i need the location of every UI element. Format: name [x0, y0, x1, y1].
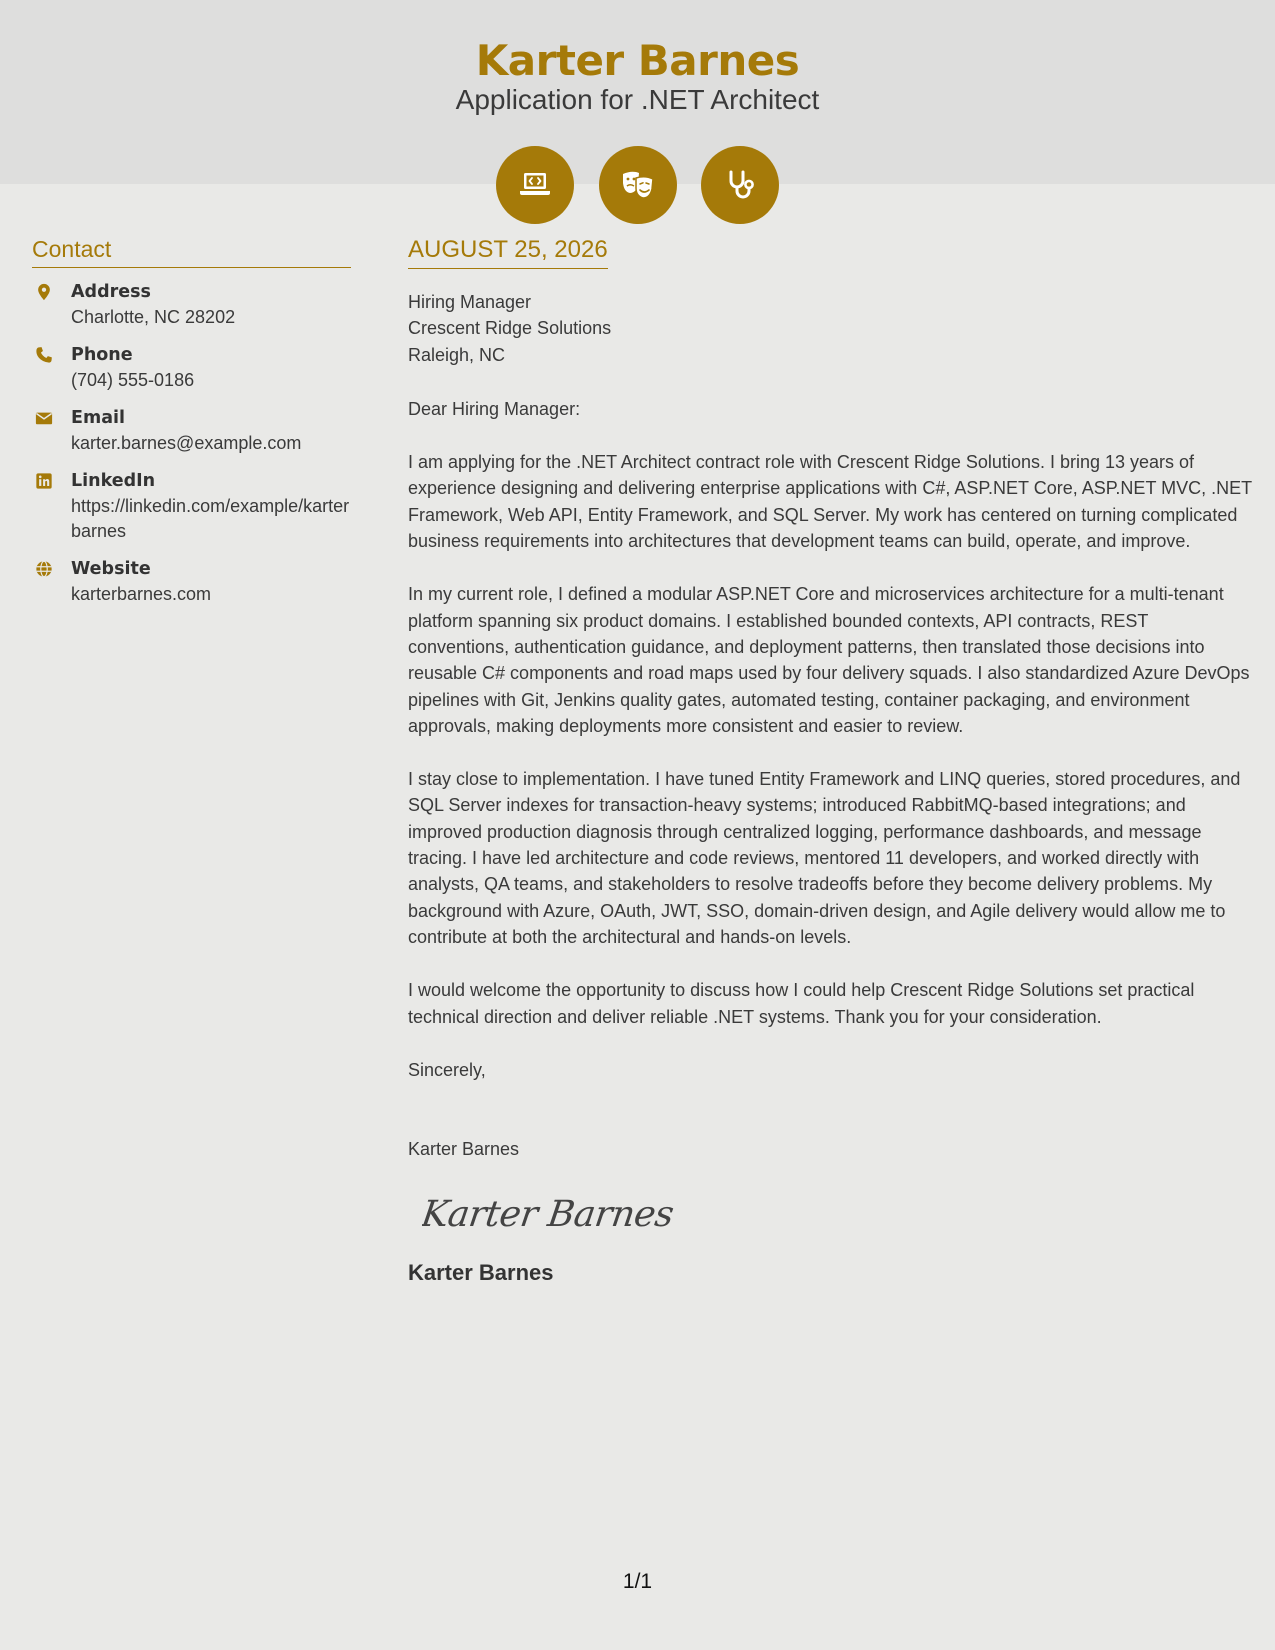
contact-label: Address	[71, 282, 151, 302]
contact-email	[32, 406, 351, 456]
letter-paragraph: In my current role, I defined a modular ASP.NET Core and microservices architecture for a multi-tenant platform spanning six product domains. I established bounded contexts, API contracts, REST conventions, authentication guidance, and deployment patterns, then translated those decisions into reusable C# components and road maps used by four delivery squads. I also standardized Azure DevOps pipelines with Git, Jenkins quality gates, automated testing, container packaging, and environment approvals, making deployments more consistent and easier to review.	[408, 584, 1250, 736]
contact-phone	[32, 343, 351, 393]
contact-label: Phone	[71, 345, 133, 365]
letter-paragraph: I would welcome the opportunity to discuss how I could help Crescent Ridge Solutions set practical technical direction and deliver reliable .NET systems. Thank you for your consideration.	[408, 980, 1195, 1027]
laptop-code-icon	[496, 146, 574, 224]
contact-address	[32, 280, 351, 330]
contact-sidebar	[32, 236, 351, 620]
letter-paragraph: I am applying for the .NET Architect contract role with Crescent Ridge Solutions. I bring 13 years of experience designing and delivering enterprise applications with C#, ASP.NET Core, ASP.NET MVC, .NET Framework, Web API, Entity Framework, and SQL Server. My work has centered on turning complicated business requirements into architectures that development teams can build, operate, and improve.	[408, 452, 1252, 552]
application-subtitle: Application for .NET Architect	[455, 84, 820, 115]
applicant-name: Karter Barnes	[475, 36, 800, 85]
globe-icon	[34, 559, 54, 579]
envelope-icon	[34, 408, 54, 428]
contact-label: Website	[71, 559, 151, 579]
contact-value: Charlotte, NC 28202	[71, 307, 236, 327]
contact-value[interactable]: karterbarnes.com	[71, 584, 212, 604]
linkedin-icon	[34, 471, 54, 491]
map-pin-icon	[34, 282, 54, 302]
phone-icon	[34, 345, 54, 365]
recipient-line: Hiring Manager	[408, 292, 532, 312]
letter-body	[408, 236, 1253, 1286]
recipient-line: Crescent Ridge Solutions	[408, 318, 612, 339]
contact-heading: Contact	[32, 236, 351, 268]
letter-date: AUGUST 25, 2026	[408, 236, 608, 269]
contact-website	[32, 557, 351, 607]
contact-value[interactable]: karter.barnes@example.com	[71, 433, 302, 453]
salutation: Dear Hiring Manager:	[408, 398, 581, 419]
recipient-block	[408, 289, 1253, 368]
contact-label: Email	[71, 408, 125, 428]
page-number: 1/1	[622, 1570, 653, 1593]
typed-name: Karter Barnes	[408, 1139, 520, 1160]
signature-text: Karter Barnes	[422, 1192, 677, 1236]
stethoscope-icon	[701, 146, 779, 224]
theater-masks-icon	[599, 146, 677, 224]
contact-linkedin	[32, 469, 351, 544]
closing: Sincerely,	[408, 1059, 486, 1080]
contact-label: LinkedIn	[71, 471, 156, 491]
recipient-line: Raleigh, NC	[408, 344, 506, 365]
contact-value[interactable]: https://linkedin.com/example/karterbarnes	[71, 496, 350, 541]
contact-value: (704) 555-0186	[71, 370, 195, 390]
signature-name: Karter Barnes	[408, 1260, 554, 1286]
letter-paragraph: I stay close to implementation. I have tuned Entity Framework and LINQ queries, stored procedures, and SQL Server indexes for transaction-heavy systems; introduced RabbitMQ-based integrations; and improved production diagnosis through centralized logging, performance dashboards, and message tracing. I have led architecture and code reviews, mentored 11 developers, and worked directly with analysts, QA teams, and stakeholders to resolve tradeoffs before they become delivery problems. My background with Azure, OAuth, JWT, SSO, domain-driven design, and Agile delivery would allow me to contribute at both the architectural and hands-on levels.	[408, 769, 1241, 947]
contact-list	[32, 280, 351, 607]
header-icon-row	[0, 146, 1275, 224]
handwritten-signature	[422, 1184, 682, 1240]
